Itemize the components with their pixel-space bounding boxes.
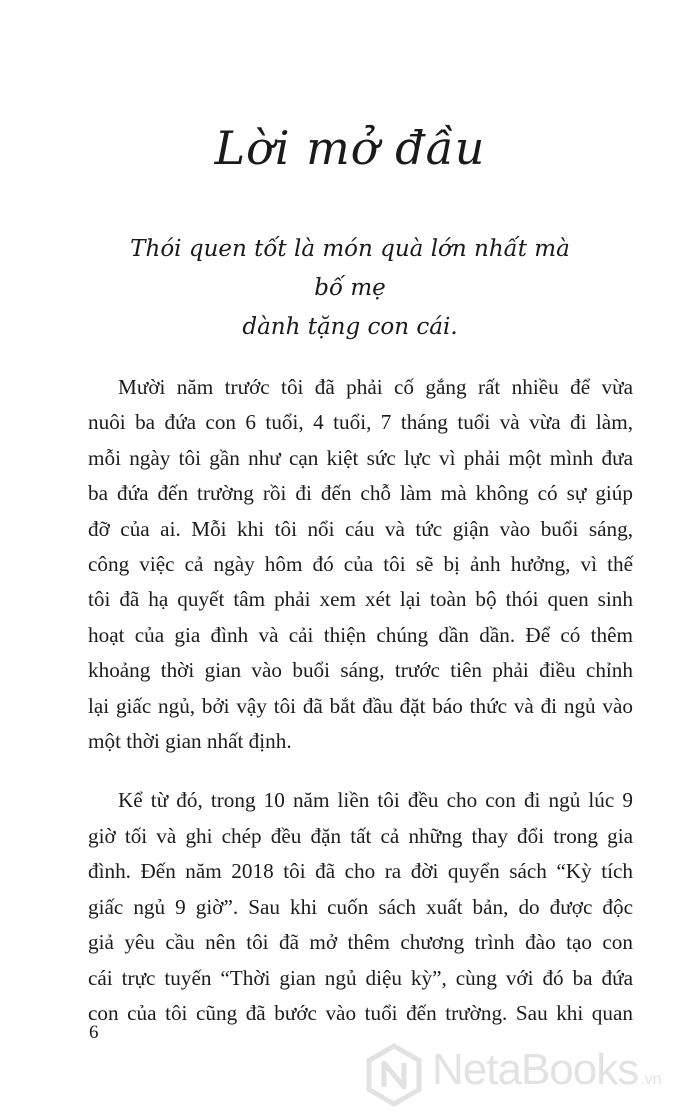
text-line: giấc ngủ 9 giờ”. Sau khi cuốn sách xuất bản, do được độc: [88, 894, 633, 919]
text-line: hoạt của gia đình và cải thiện chúng dần dần. Để có thêm: [88, 622, 633, 647]
watermark: [362, 1040, 692, 1110]
text-line: giờ tối và ghi chép đều đặn tất cả những thay đổi trong gia: [88, 823, 633, 848]
paragraph: [88, 783, 633, 1031]
text-line: đỡ của ai. Mỗi khi tôi nổi cáu và tức giận vào buổi sáng,: [88, 516, 633, 541]
text-line: ba đứa đến trường rồi đi đến chỗ làm mà không có sự giúp: [88, 481, 633, 506]
watermark-tld: .vn: [640, 1071, 662, 1088]
text-line: lại giấc ngủ, bởi vậy tôi đã bắt đầu đặt báo thức và đi ngủ vào: [88, 693, 633, 718]
paragraph: [88, 370, 633, 759]
text-line: giả yêu cầu nên tôi đã mở thêm chương trình đào tạo con: [88, 930, 633, 955]
text-line: mỗi ngày tôi gần như cạn kiệt sức lực vì phải một mình đưa: [88, 445, 633, 470]
page-title: Lời mở đầu: [214, 121, 486, 175]
text-line: Kể từ đó, trong 10 năm liền tôi đều cho con đi ngủ lúc 9: [118, 788, 633, 813]
text-line: Mười năm trước tôi đã phải cố gắng rất nhiều để vừa: [118, 375, 633, 399]
watermark-name: NetaBooks: [432, 1045, 639, 1094]
text-line: đình. Đến năm 2018 tôi đã cho ra đời quyển sách “Kỳ tích: [88, 859, 633, 884]
watermark-text: [432, 1038, 662, 1112]
text-line: khoảng thời gian vào buổi sáng, trước tiên phải điều chỉnh: [88, 658, 633, 683]
epigraph-line: Thói quen tốt là món quà lớn nhất mà bố mẹ: [130, 236, 570, 301]
body-text: [88, 370, 633, 1031]
text-line: con của tôi cũng đã bước vào tuổi đến trường. Sau khi quan: [88, 1000, 633, 1025]
text-line: một thời gian nhất định.: [88, 729, 292, 754]
text-line: cái trực tuyến “Thời gian ngủ diệu kỳ”, cùng với đó ba đứa: [88, 965, 633, 990]
text-line: công việc cả ngày hôm đó của tôi sẽ bị ảnh hưởng, vì thế: [88, 552, 633, 577]
text-line: nuôi ba đứa con 6 tuổi, 4 tuổi, 7 tháng tuổi và vừa đi làm,: [88, 410, 633, 435]
epigraph: [120, 230, 580, 347]
page-number: 6: [89, 1022, 99, 1043]
epigraph-line: dành tặng con cái.: [242, 314, 458, 340]
netabooks-logo-icon: [362, 1043, 426, 1107]
text-line: tôi đã hạ quyết tâm phải xem xét lại toàn bộ thói quen sinh: [88, 587, 633, 612]
